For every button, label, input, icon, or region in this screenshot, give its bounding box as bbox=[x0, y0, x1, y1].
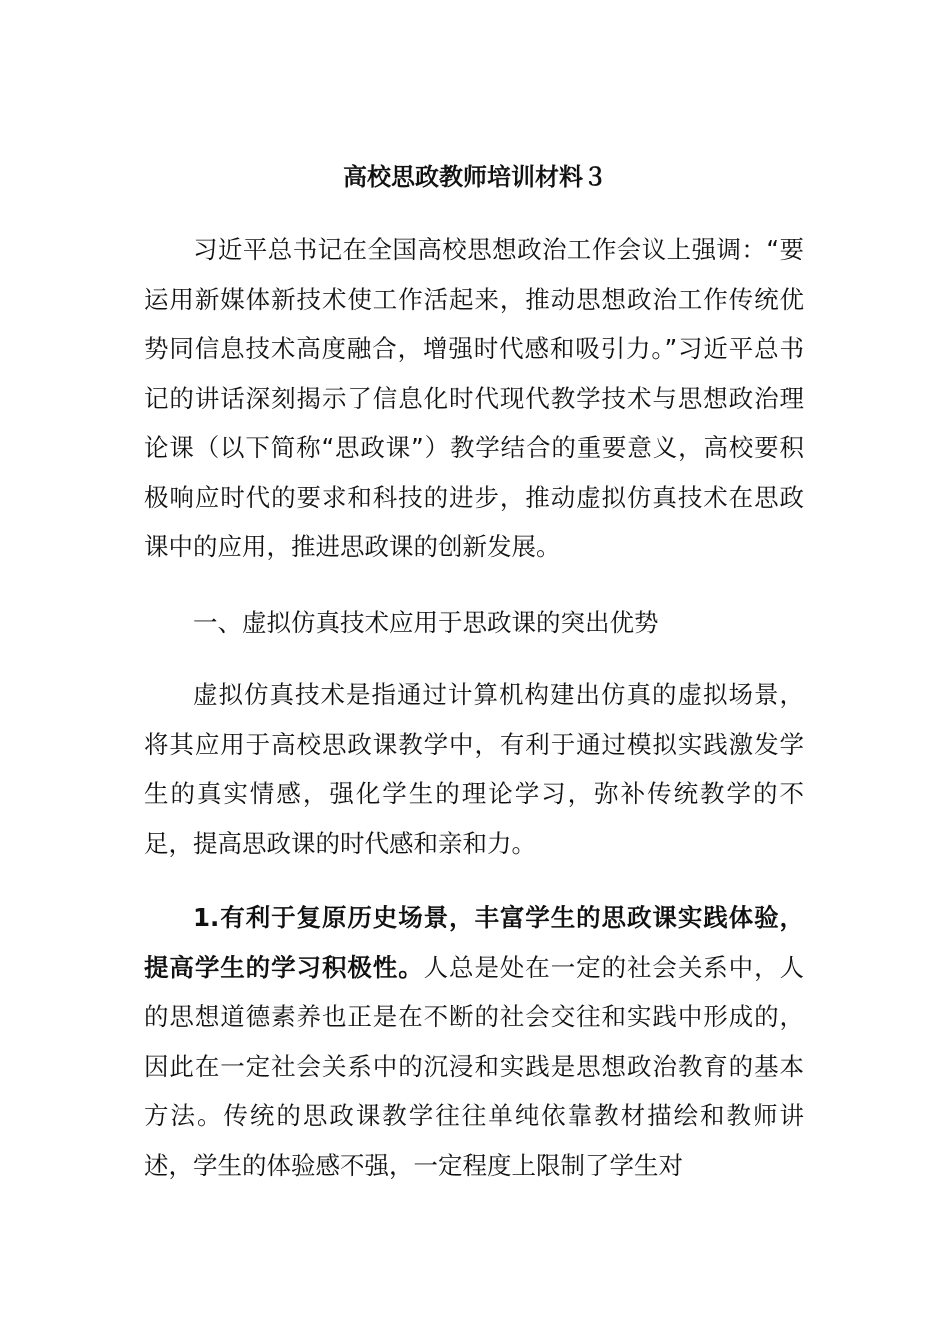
paragraph-virtual-simulation: 虚拟仿真技术是指通过计算机构建出仿真的虚拟场景，将其应用于高校思政课教学中，有利于通过模拟实践激发学生的真实情感，强化学生的理论学习，弥补传统教学的不足，提高思政课的时代感和亲和力。 bbox=[144, 680, 804, 858]
point-one-body: 人总是处在一定的社会关系中，人的思想道德素养也正是在不断的社会交往和实践中形成的，因此在一定社会关系中的沉浸和实践是思想政治教育的基本方法。传统的思政课教学往往单纯依靠教材描绘和教师讲述，学生的体验感不强，一定程度上限制了学生对 bbox=[144, 952, 805, 1180]
point-one-lead: 1.有利于复原历史场景，丰富学生的思政课实践体验，提高学生的学习积极性。 bbox=[144, 903, 804, 982]
document-title: 高校思政教师培训材料３ bbox=[343, 163, 607, 191]
paragraph-point-one bbox=[144, 893, 804, 1190]
paragraph-intro: 习近平总书记在全国高校思想政治工作会议上强调：“要运用新媒体新技术使工作活起来，推动思想政治工作传统优势同信息技术高度融合，增强时代感和吸引力。”习近平总书记的讲话深刻揭示了信息化时代现代教学技术与思想政治理论课（以下简称“思政课”）教学结合的重要意义，高校要积极响应时代的要求和科技的进步，推动虚拟仿真技术在思政课中的应用，推进思政课的创新发展。 bbox=[144, 235, 804, 561]
section-heading-one: 一、虚拟仿真技术应用于思政课的突出优势 bbox=[193, 608, 659, 637]
